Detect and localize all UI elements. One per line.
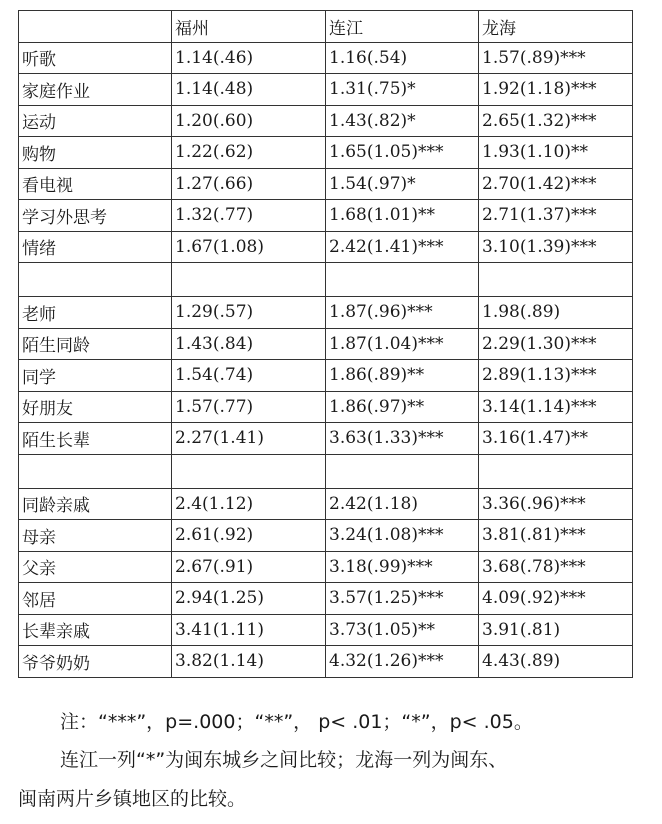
table-cell: 2.4(1.12) — [172, 488, 326, 520]
table-cell: 1.98(.89) — [479, 297, 633, 329]
table-cell: 1.43(.84) — [172, 328, 326, 360]
table-row — [19, 42, 633, 74]
header-blank — [19, 11, 172, 43]
table-cell: 3.82(1.14) — [172, 646, 326, 678]
header-fuzhou: 福州 — [172, 11, 326, 43]
row-label: 陌生同龄 — [19, 328, 172, 360]
row-label: 情绪 — [19, 231, 172, 263]
table-cell: 2.29(1.30)*** — [479, 328, 633, 360]
table-cell: 3.68(.78)*** — [479, 551, 633, 583]
table-cell: 1.22(.62) — [172, 137, 326, 169]
table-cell: 2.42(1.18) — [326, 488, 479, 520]
table-body — [19, 42, 633, 677]
table-cell: 1.87(1.04)*** — [326, 328, 479, 360]
spacer-row — [19, 454, 633, 488]
row-label: 好朋友 — [19, 391, 172, 423]
spacer-cell — [19, 454, 172, 488]
table-cell: 3.10(1.39)*** — [479, 231, 633, 263]
row-label: 陌生长辈 — [19, 423, 172, 455]
note-comparison-line2: 闽南两片乡镇地区的比较。 — [18, 788, 247, 810]
table-cell: 2.27(1.41) — [172, 423, 326, 455]
row-label: 学习外思考 — [19, 200, 172, 232]
spacer-cell — [479, 454, 633, 488]
table-row — [19, 74, 633, 106]
table-cell: 2.94(1.25) — [172, 583, 326, 615]
header-longhai: 龙海 — [479, 11, 633, 43]
note-comparison-line1: 连江一列“*”为闽东城乡之间比较；龙海一列为闽东、 — [60, 749, 508, 771]
table-cell: 2.61(.92) — [172, 520, 326, 552]
row-label: 长辈亲戚 — [19, 614, 172, 646]
table-cell: 1.32(.77) — [172, 200, 326, 232]
table-cell: 3.36(.96)*** — [479, 488, 633, 520]
table-cell: 3.16(1.47)** — [479, 423, 633, 455]
table-cell: 1.27(.66) — [172, 168, 326, 200]
table-row — [19, 520, 633, 552]
table-cell: 1.14(.48) — [172, 74, 326, 106]
row-label: 同龄亲戚 — [19, 488, 172, 520]
table-cell: 3.57(1.25)*** — [326, 583, 479, 615]
spacer-cell — [172, 454, 326, 488]
table-cell: 3.41(1.11) — [172, 614, 326, 646]
table-row — [19, 646, 633, 678]
table-cell: 3.91(.81) — [479, 614, 633, 646]
table-cell: 1.57(.77) — [172, 391, 326, 423]
table-cell: 3.81(.81)*** — [479, 520, 633, 552]
table-cell: 1.93(1.10)** — [479, 137, 633, 169]
table-row — [19, 231, 633, 263]
table-cell: 1.86(.89)** — [326, 360, 479, 392]
row-label: 邻居 — [19, 583, 172, 615]
table-row — [19, 488, 633, 520]
table-row — [19, 360, 633, 392]
table-row — [19, 328, 633, 360]
table-cell: 3.73(1.05)** — [326, 614, 479, 646]
table-cell: 2.65(1.32)*** — [479, 105, 633, 137]
spacer-cell — [326, 263, 479, 297]
table-cell: 2.89(1.13)*** — [479, 360, 633, 392]
row-label: 运动 — [19, 105, 172, 137]
table-cell: 1.92(1.18)*** — [479, 74, 633, 106]
table-cell: 1.65(1.05)*** — [326, 137, 479, 169]
row-label: 父亲 — [19, 551, 172, 583]
row-label: 看电视 — [19, 168, 172, 200]
spacer-cell — [19, 263, 172, 297]
comparison-table — [18, 10, 633, 678]
table-cell: 2.42(1.41)*** — [326, 231, 479, 263]
table-cell: 1.57(.89)*** — [479, 42, 633, 74]
row-label: 老师 — [19, 297, 172, 329]
table-cell: 3.24(1.08)*** — [326, 520, 479, 552]
spacer-cell — [326, 454, 479, 488]
table-cell: 2.71(1.37)*** — [479, 200, 633, 232]
table-row — [19, 168, 633, 200]
table-row — [19, 583, 633, 615]
table-cell: 1.43(.82)* — [326, 105, 479, 137]
table-cell: 4.09(.92)*** — [479, 583, 633, 615]
table-cell: 2.70(1.42)*** — [479, 168, 633, 200]
row-label: 家庭作业 — [19, 74, 172, 106]
table-cell: 4.43(.89) — [479, 646, 633, 678]
table-cell: 1.29(.57) — [172, 297, 326, 329]
spacer-cell — [172, 263, 326, 297]
table-cell: 1.87(.96)*** — [326, 297, 479, 329]
table-row — [19, 391, 633, 423]
table-cell: 2.67(.91) — [172, 551, 326, 583]
table-row — [19, 614, 633, 646]
table-cell: 1.67(1.08) — [172, 231, 326, 263]
table-cell: 1.86(.97)** — [326, 391, 479, 423]
spacer-row — [19, 263, 633, 297]
note-significance: 注：“***”，p=.000；“**”， p< .01；“*”，p< .05。 — [60, 711, 533, 733]
table-cell: 1.16(.54) — [326, 42, 479, 74]
row-label: 母亲 — [19, 520, 172, 552]
table-cell: 1.54(.74) — [172, 360, 326, 392]
table-row — [19, 200, 633, 232]
table-cell: 3.63(1.33)*** — [326, 423, 479, 455]
table-cell: 1.20(.60) — [172, 105, 326, 137]
row-label: 听歌 — [19, 42, 172, 74]
table-row — [19, 551, 633, 583]
table-cell: 1.54(.97)* — [326, 168, 479, 200]
table-cell: 1.68(1.01)** — [326, 200, 479, 232]
row-label: 购物 — [19, 137, 172, 169]
header-row — [19, 11, 633, 43]
table-cell: 4.32(1.26)*** — [326, 646, 479, 678]
table-row — [19, 297, 633, 329]
row-label: 爷爷奶奶 — [19, 646, 172, 678]
table-cell: 3.14(1.14)*** — [479, 391, 633, 423]
table-cell: 1.31(.75)* — [326, 74, 479, 106]
table-cell: 1.14(.46) — [172, 42, 326, 74]
table-cell: 3.18(.99)*** — [326, 551, 479, 583]
table-row — [19, 137, 633, 169]
table-row — [19, 423, 633, 455]
header-lianjiang: 连江 — [326, 11, 479, 43]
spacer-cell — [479, 263, 633, 297]
table-row — [19, 105, 633, 137]
row-label: 同学 — [19, 360, 172, 392]
